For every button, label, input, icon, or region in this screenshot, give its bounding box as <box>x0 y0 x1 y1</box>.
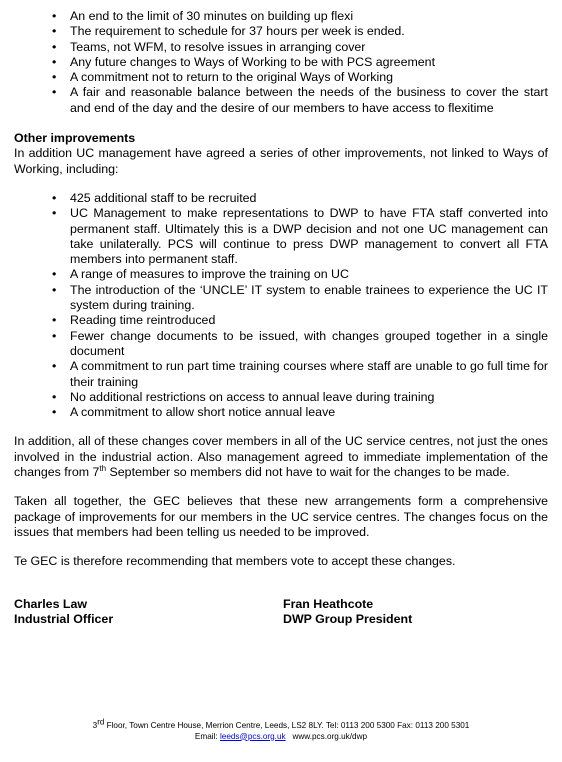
list-item: • No additional restrictions on access to annual leave during training <box>14 390 548 405</box>
section-heading: Other improvements <box>14 131 136 146</box>
paragraph-summary: Taken all together, the GEC believes that these new arrangements form a comprehensive package of improvements for our members in the UC service centres. The changes focus on the issues that members had been telling us needed to be improved. <box>14 494 548 539</box>
list-item: • Teams, not WFM, to resolve issues in arranging cover <box>14 40 548 55</box>
list-item: • The introduction of the ‘UNCLE’ IT system to enable trainees to experience the UC IT system during training. <box>14 283 548 314</box>
list-item: • Fewer change documents to be issued, with changes grouped together in a single document <box>14 329 548 360</box>
list-item: • An end to the limit of 30 minutes on building up flexi <box>14 9 548 24</box>
spacer <box>14 177 548 191</box>
signatures <box>14 597 548 628</box>
list-item: • A commitment to run part time training courses where staff are unable to go full time for their training <box>14 359 548 390</box>
email-link[interactable]: leeds@pcs.org.uk <box>219 731 286 741</box>
list-item: • A fair and reasonable balance between the needs of the business to cover the start and end of the day and the desire of our members to have access to flexitime <box>14 85 548 116</box>
signatory-name: Charles Law <box>14 596 87 611</box>
footer-address: 3rd Floor, Town Centre House, Merrion Centre, Leeds, LS2 8LY. Tel: 0113 200 5300 Fax: 0113 200 5301 <box>92 717 470 730</box>
list-item: • A commitment not to return to the original Ways of Working <box>14 70 548 85</box>
paragraph-recommendation: Te GEC is therefore recommending that members vote to accept these changes. <box>14 554 456 569</box>
spacer <box>14 480 548 494</box>
ways-of-working-list <box>14 9 548 116</box>
list-item: • A range of measures to improve the training on UC <box>14 267 548 282</box>
spacer <box>14 540 548 554</box>
list-item: • 425 additional staff to be recruited <box>14 191 548 206</box>
list-item: • UC Management to make representations to DWP to have FTA staff converted into permanent staff. Ultimately this is a DWP decision and not one UC management can take unilaterally. PCS will continue to press DWP management to convert all FTA members into permanent staff. <box>14 206 548 267</box>
list-item: • The requirement to schedule for 37 hours per week is ended. <box>14 24 548 39</box>
signature-block <box>14 597 283 628</box>
section-intro: In addition UC management have agreed a series of other improvements, not linked to Ways of Working, including: <box>14 146 548 176</box>
footer <box>0 717 562 742</box>
list-item: • Reading time reintroduced <box>14 313 548 328</box>
signatory-role: DWP Group President <box>283 611 413 626</box>
signature-block <box>283 597 412 628</box>
signatory-role: Industrial Officer <box>14 611 114 626</box>
other-improvements-list <box>14 191 548 420</box>
letter-body <box>14 9 548 627</box>
spacer <box>14 420 548 434</box>
list-item: • Any future changes to Ways of Working to be with PCS agreement <box>14 55 548 70</box>
website-text: www.pcs.org.uk/dwp <box>292 731 368 741</box>
footer-contact: Email: leeds@pcs.org.uk www.pcs.org.uk/dwp <box>194 731 368 741</box>
list-item: • A commitment to allow short notice annual leave <box>14 405 548 420</box>
signatory-name: Fran Heathcote <box>283 596 374 611</box>
paragraph-coverage: In addition, all of these changes cover members in all of the UC service centres, not just the ones involved in the industrial action. Also management agreed to immediate implementation of the changes from 7th September so members did not have to wait for the changes to be made. <box>14 434 548 480</box>
